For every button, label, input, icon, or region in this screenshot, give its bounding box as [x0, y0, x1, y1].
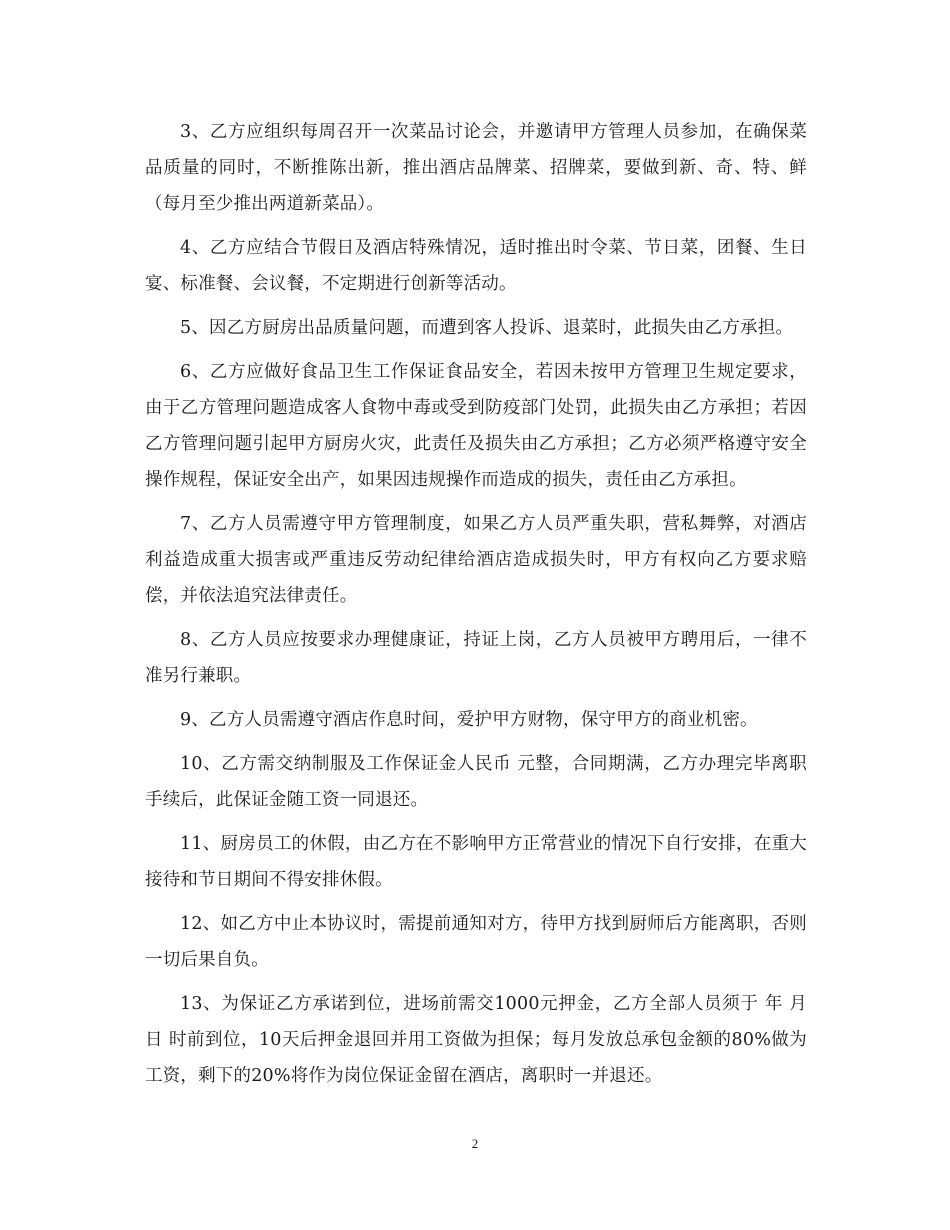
- page-number: 2: [471, 1136, 479, 1151]
- paragraph-clause-9: 9、乙方人员需遵守酒店作息时间，爱护甲方财物，保守甲方的商业机密。: [180, 710, 758, 730]
- paragraph-clause-8: 8、乙方人员应按要求办理健康证，持证上岗，乙方人员被甲方聘用后，一律不准另行兼职。: [145, 630, 807, 686]
- paragraph-clause-3: 3、乙方应组织每周召开一次菜品讨论会，并邀请甲方管理人员参加，在确保菜品质量的同时，不断推陈出新，推出酒店品牌菜、招牌菜，要做到新、奇、特、鲜（每月至少推出两道新菜品）。: [145, 122, 807, 214]
- paragraph-clause-7: 7、乙方人员需遵守甲方管理制度，如果乙方人员严重失职，营私舞弊，对酒店利益造成重大损害或严重违反劳动纪律给酒店造成损失时，甲方有权向乙方要求赔偿，并依法追究法律责任。: [145, 514, 807, 606]
- paragraph-clause-11: 11、厨房员工的休假，由乙方在不影响甲方正常营业的情况下自行安排，在重大接待和节日期间不得安排休假。: [145, 834, 807, 890]
- paragraph-clause-4: 4、乙方应结合节假日及酒店特殊情况，适时推出时令菜、节日菜，团餐、生日宴、标准餐、会议餐，不定期进行创新等活动。: [145, 238, 807, 294]
- paragraph-clause-13: 13、为保证乙方承诺到位，进场前需交1000元押金，乙方全部人员须于 年 月 日 时前到位，10天后押金退回并用工资做为担保；每月发放总承包金额的80%做为工资，剩下的20%将作为岗位保证金留在酒店，离职时一并退还。: [145, 994, 807, 1086]
- paragraph-clause-5: 5、因乙方厨房出品质量问题，而遭到客人投诉、退菜时，此损失由乙方承担。: [180, 318, 794, 338]
- paragraph-clause-12: 12、如乙方中止本协议时，需提前通知对方，待甲方找到厨师后方能离职，否则一切后果自负。: [145, 914, 807, 970]
- document-body: [145, 114, 807, 1102]
- paragraph-clause-10: 10、乙方需交纳制服及工作保证金人民币 元整，合同期满，乙方办理完毕离职手续后，此保证金随工资一同退还。: [145, 754, 807, 810]
- paragraph-clause-6: 6、乙方应做好食品卫生工作保证食品安全，若因未按甲方管理卫生规定要求，由于乙方管理问题造成客人食物中毒或受到防疫部门处罚，此损失由乙方承担；若因乙方管理问题引起甲方厨房火灾，此责任及损失由乙方承担；乙方必须严格遵守安全操作规程，保证安全出产，如果因违规操作而造成的损失，责任由乙方承担。: [145, 362, 807, 490]
